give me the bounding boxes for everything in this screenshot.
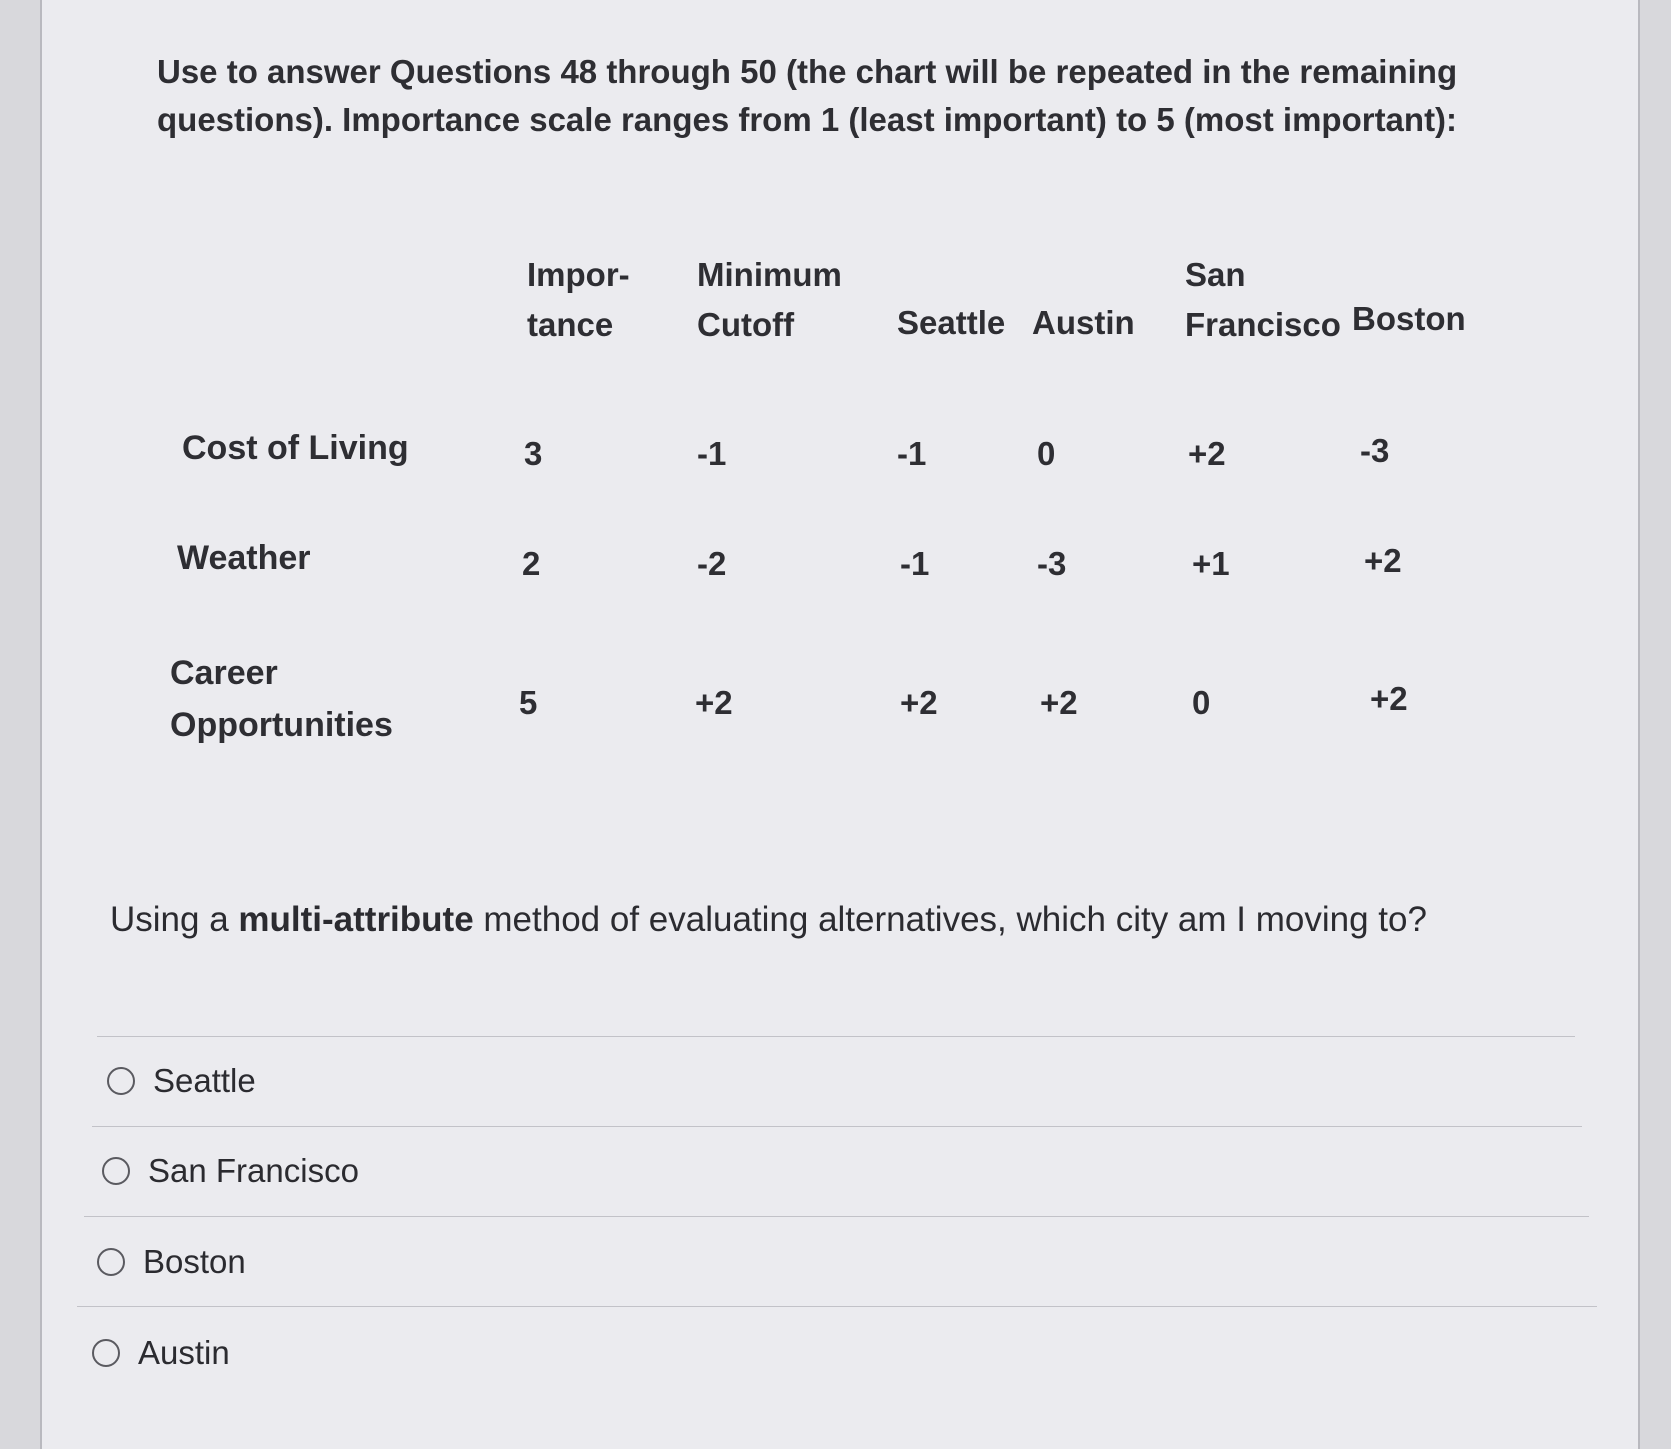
cell-cost-boston: -3 [1360,432,1390,469]
option-label: Seattle [153,1062,256,1099]
radio-button[interactable] [97,1248,125,1276]
header-cutoff-line2: Cutoff [697,306,795,343]
cell-weather-seattle: -1 [900,545,930,582]
header-importance [527,250,630,350]
question-suffix: method of evaluating alternatives, which city am I moving to? [473,900,1427,939]
cell-cost-san-francisco: +2 [1188,435,1226,472]
option-label: San Francisco [148,1152,359,1189]
option-boston[interactable] [97,1243,246,1281]
header-austin: Austin [1032,304,1135,341]
answer-divider [77,1306,1597,1307]
question-emphasis: multi-attribute [238,900,474,939]
question-prefix: Using a [110,900,239,939]
answer-divider [97,1036,1575,1037]
option-label: Boston [143,1243,246,1280]
question-card [40,0,1640,1449]
option-san-francisco[interactable] [102,1152,359,1190]
option-austin[interactable] [92,1334,230,1372]
header-importance-line1: Impor- [527,256,630,293]
header-sf-line1: San [1185,256,1246,293]
option-label: Austin [138,1334,230,1371]
row-label-cost-of-living: Cost of Living [182,429,409,467]
cell-weather-austin: -3 [1037,545,1067,582]
cell-weather-san-francisco: +1 [1192,545,1230,582]
header-boston: Boston [1352,300,1466,337]
cell-cost-seattle: -1 [897,435,927,472]
header-san-francisco [1185,250,1341,350]
row-label-career-opportunities [170,647,393,751]
option-seattle[interactable] [107,1062,256,1100]
cell-career-boston: +2 [1370,680,1408,717]
question-prompt [110,900,1427,940]
answer-divider [92,1126,1582,1127]
row-label-weather: Weather [177,539,311,577]
cell-cost-cutoff: -1 [697,435,727,472]
cell-cost-austin: 0 [1037,435,1056,472]
row-label-career-line1: Career [170,654,278,692]
cell-cost-importance: 3 [524,435,543,472]
city-attribute-table [122,250,1466,770]
cell-career-importance: 5 [519,684,538,721]
cell-weather-cutoff: -2 [697,545,727,582]
row-label-career-line2: Opportunities [170,706,393,744]
cell-career-austin: +2 [1040,684,1078,721]
radio-button[interactable] [92,1339,120,1367]
cell-weather-importance: 2 [522,545,541,582]
cell-career-cutoff: +2 [695,684,733,721]
answer-divider [84,1216,1589,1217]
radio-button[interactable] [102,1157,130,1185]
header-sf-line2: Francisco [1185,306,1341,343]
cell-career-san-francisco: 0 [1192,684,1211,721]
header-seattle: Seattle [897,304,1006,341]
question-intro: Use to answer Questions 48 through 50 (the chart will be repeated in the remaining questions). Importance scale ranges from 1 (least important) to 5 (most important): [157,53,1458,138]
cell-weather-boston: +2 [1364,542,1402,579]
radio-button[interactable] [107,1067,135,1095]
header-cutoff-line1: Minimum [697,256,842,293]
header-importance-line2: tance [527,306,614,343]
cell-career-seattle: +2 [900,684,938,721]
header-minimum-cutoff [697,250,842,350]
